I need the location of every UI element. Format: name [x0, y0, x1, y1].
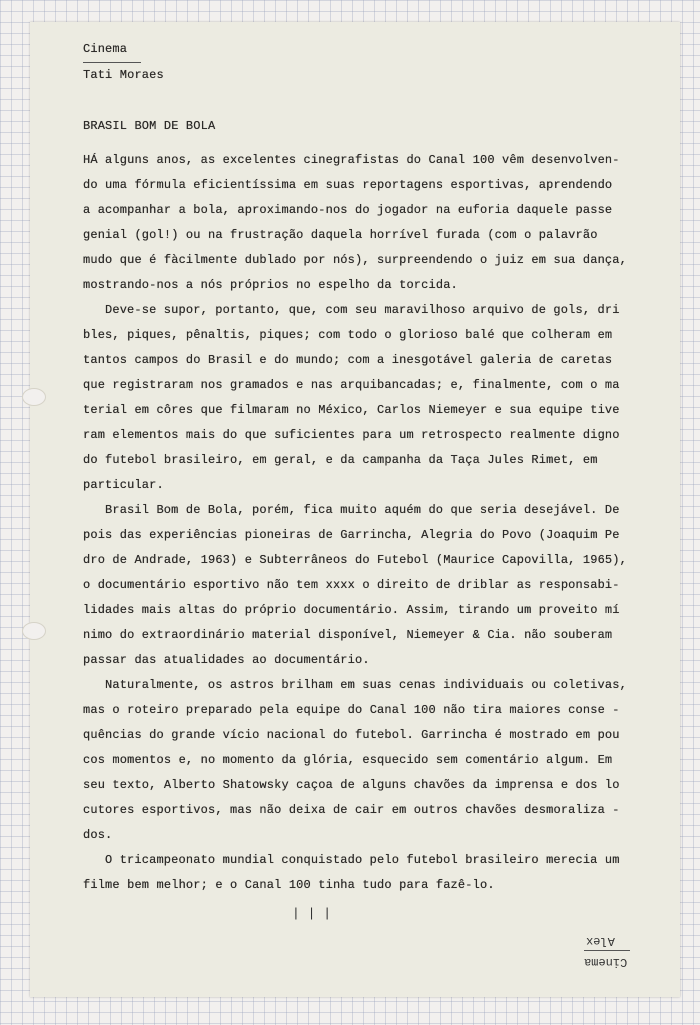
body-line: a acompanhar a bola, aproximando-nos do jogador na euforia daquele passe: [83, 203, 613, 217]
body-line: o documentário esportivo não tem xxxx o direito de driblar as responsabi-: [83, 578, 620, 592]
body-line: seu texto, Alberto Shatowsky caçoa de alguns chavões da imprensa e dos lo: [83, 778, 620, 792]
body-line: mostrando-nos a nós próprios no espelho da torcida.: [83, 278, 458, 292]
body-line: O tricampeonato mundial conquistado pelo futebol brasileiro merecia um: [105, 853, 620, 867]
body-line: que registraram nos gramados e nas arquibancadas; e, finalmente, com o ma: [83, 378, 620, 392]
body-line: mudo que é fàcilmente dublado por nós), surpreendendo o juiz em sua dança,: [83, 253, 627, 267]
body-line: Deve-se supor, portanto, que, com seu maravilhoso arquivo de gols, dri: [105, 303, 620, 317]
footer-rule: [584, 950, 630, 951]
body-line: passar das atualidades ao documentário.: [83, 653, 370, 667]
end-marks: | | |: [292, 906, 332, 921]
body-line: tantos campos do Brasil e do mundo; com a inesgotável galeria de caretas: [83, 353, 613, 367]
header-rule: [83, 62, 141, 63]
body-line: do uma fórmula eficientíssima em suas reportagens esportivas, aprendendo: [83, 178, 613, 192]
body-line: particular.: [83, 478, 164, 492]
body-line: pois das experiências pioneiras de Garrincha, Alegria do Povo (Joaquim Pe: [83, 528, 620, 542]
body-line: nimo do extraordinário material disponível, Niemeyer & Cia. não souberam: [83, 628, 613, 642]
author-name: Tati Moraes: [83, 68, 164, 82]
body-line: Brasil Bom de Bola, porém, fica muito aquém do que seria desejável. De: [105, 503, 620, 517]
body-line: HÁ alguns anos, as excelentes cinegrafistas do Canal 100 vêm desenvolven-: [83, 153, 620, 167]
body-line: filme bem melhor; e o Canal 100 tinha tudo para fazê-lo.: [83, 878, 495, 892]
body-line: ram elementos mais do que suficientes para um retrospecto realmente digno: [83, 428, 620, 442]
body-line: Naturalmente, os astros brilham em suas cenas individuais ou coletivas,: [105, 678, 627, 692]
body-line: mas o roteiro preparado pela equipe do Canal 100 não tira maiores conse -: [83, 703, 620, 717]
body-line: do futebol brasileiro, em geral, e da campanha da Taça Jules Rimet, em: [83, 453, 598, 467]
footer-note-line: Alex: [586, 934, 615, 948]
body-line: cos momentos e, no momento da glória, esquecido sem comentário algum. Em: [83, 753, 613, 767]
body-line: dro de Andrade, 1963) e Subterrâneos do Futebol (Maurice Capovilla, 1965),: [83, 553, 627, 567]
article-title: BRASIL BOM DE BOLA: [83, 119, 216, 133]
punch-hole: [22, 622, 46, 640]
punch-hole: [22, 388, 46, 406]
body-line: terial em côres que filmaram no México, Carlos Niemeyer e sua equipe tive: [83, 403, 620, 417]
footer-note-line: Cinema: [584, 955, 628, 969]
body-line: cutores esportivos, mas não deixa de cair em outros chavões desmoraliza -: [83, 803, 620, 817]
body-line: lidades mais altas do próprio documentário. Assim, tirando um proveito mí: [83, 603, 620, 617]
body-line: quências do grande vício nacional do futebol. Garrincha é mostrado em pou: [83, 728, 620, 742]
body-line: genial (gol!) ou na frustração daquela horrível furada (com o palavrão: [83, 228, 598, 242]
body-line: dos.: [83, 828, 113, 842]
section-label: Cinema: [83, 42, 128, 56]
typewritten-page: [30, 22, 680, 997]
body-line: bles, piques, pênaltis, piques; com todo o glorioso balé que colheram em: [83, 328, 613, 342]
